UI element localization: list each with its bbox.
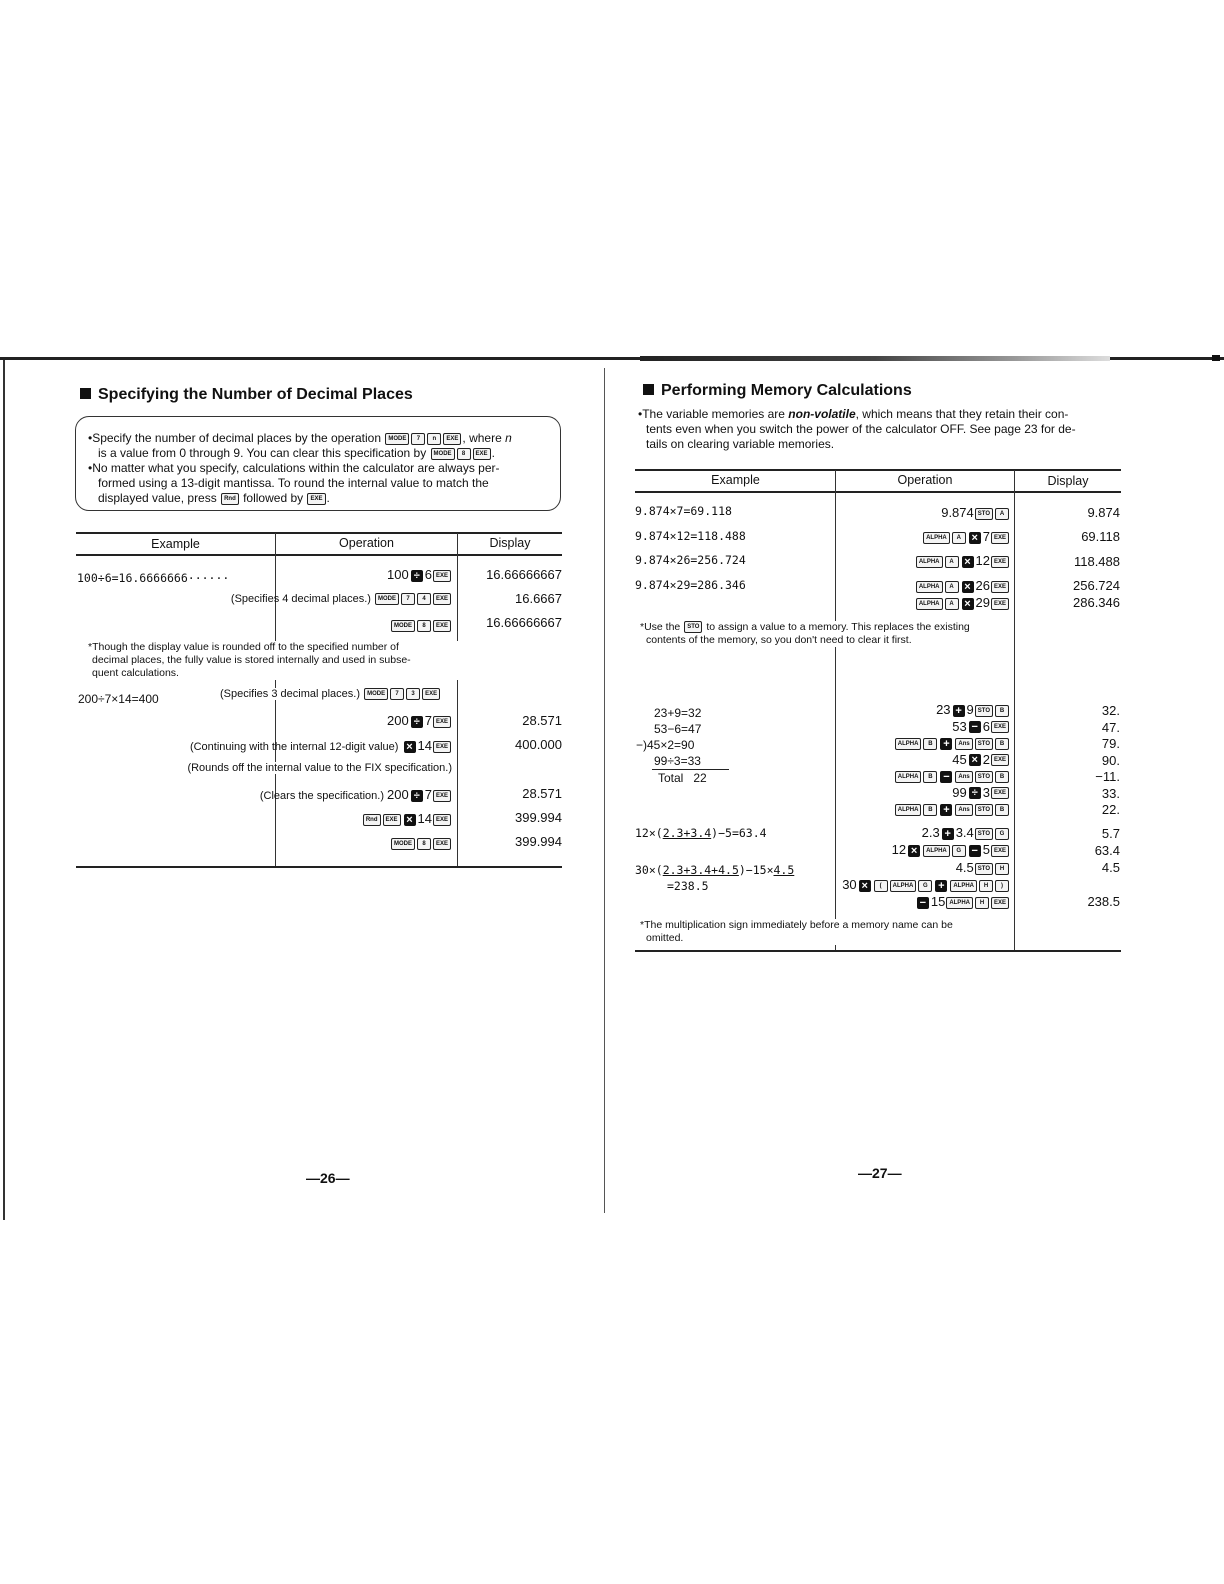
sum-display-value: 33.: [1101, 785, 1120, 801]
mode-key-icon: MODE: [375, 593, 399, 605]
left-header-display: Display: [489, 536, 531, 550]
sto-key-icon: STO: [975, 863, 993, 875]
sto-key-icon: STO: [975, 771, 993, 783]
key-b-icon: B: [995, 705, 1009, 717]
exe-key-icon: EXE: [433, 620, 451, 632]
divide-key-icon: ÷: [411, 716, 423, 728]
alpha-key-icon: ALPHA: [895, 804, 922, 816]
multiply-key-icon: ×: [404, 814, 416, 826]
plus-key-icon: +: [935, 880, 947, 892]
right-example-sum: [636, 705, 772, 786]
note-line-2: is a value from 0 through 9. You can clear this specification by MODE 8 EXE .: [98, 446, 495, 460]
key-a-icon: A: [995, 508, 1009, 520]
key-a-icon: A: [945, 581, 959, 593]
alpha-key-icon: ALPHA: [946, 897, 973, 909]
key-g-icon: G: [918, 880, 932, 892]
left-op-7: (Clears the specification.) 200 ÷ 7 EXE: [200, 787, 452, 802]
exe-key-icon: EXE: [443, 433, 461, 445]
exe-key-icon: EXE: [433, 814, 451, 826]
right-table-header-rule: [635, 491, 1121, 493]
key-4-icon: 4: [417, 593, 431, 605]
key-3-icon: 3: [406, 688, 420, 700]
right-op-3: ALPHA A × 12 EXE: [840, 553, 1010, 568]
plus-key-icon: +: [940, 738, 952, 750]
right-display-3: 118.488: [1073, 554, 1120, 569]
alpha-key-icon: ALPHA: [916, 581, 943, 593]
right-op-1: 9.874 STO A: [840, 505, 1010, 520]
key-b-icon: B: [995, 804, 1009, 816]
left-section-heading: [80, 386, 413, 404]
left-rounds-note: (Rounds off the internal value to the FIX specification.): [150, 762, 452, 774]
exe-key-icon: EXE: [991, 721, 1009, 733]
exe-key-icon: EXE: [433, 838, 451, 850]
minus-key-icon: −: [969, 721, 981, 733]
left-display-7: 399.994: [515, 810, 562, 825]
exe-key-icon: EXE: [307, 493, 325, 505]
note-line-3: •No matter what you specify, calculations within the calculator are always per-: [88, 461, 500, 475]
exe-key-icon: EXE: [422, 688, 440, 700]
right-use-note: *Use the STO to assign a value to a memory. This replaces the existing contents of the memory, so you don't need to clear it first.: [640, 621, 1010, 647]
right-page-edge: [1212, 355, 1220, 361]
rnd-key-icon: Rnd: [363, 814, 381, 826]
top-rule-right: [640, 356, 1110, 361]
ans-key-icon: Ans: [955, 738, 972, 750]
divide-key-icon: ÷: [969, 787, 981, 799]
left-table-header-rule: [76, 554, 562, 556]
exe-key-icon: EXE: [991, 556, 1009, 568]
right-display-12x: 5.7 63.4: [1094, 826, 1120, 858]
note-line-1: •Specify the number of decimal places by the operation MODE 7 n EXE , where n: [88, 431, 512, 445]
multiply-key-icon: ×: [962, 556, 974, 568]
right-ops-12x: 2.3 + 3.4 STO G 12 × ALPHA G − 5 EXE: [840, 824, 1010, 858]
exe-key-icon: EXE: [991, 845, 1009, 857]
exe-key-icon: EXE: [991, 581, 1009, 593]
exe-key-icon: EXE: [991, 754, 1009, 766]
exe-key-icon: EXE: [433, 593, 451, 605]
exe-key-icon: EXE: [991, 532, 1009, 544]
exe-key-icon: EXE: [383, 814, 401, 826]
sum-line: 99÷3=33: [652, 753, 729, 770]
divide-key-icon: ÷: [411, 570, 423, 582]
left-header-operation: Operation: [339, 536, 394, 550]
left-display-8: 399.994: [515, 834, 562, 849]
divide-key-icon: ÷: [411, 790, 423, 802]
key-b-icon: B: [995, 738, 1009, 750]
key-8-icon: 8: [457, 448, 471, 460]
sum-display-value: −11.: [1095, 769, 1120, 784]
left-display-5: 400.000: [515, 737, 562, 752]
right-col-divider-1: [835, 470, 836, 950]
right-table-bottom-rule: [635, 950, 1121, 952]
alpha-key-icon: ALPHA: [923, 532, 950, 544]
left-display-3: 16.66666667: [486, 615, 562, 630]
sum-display-value: 32.: [1101, 703, 1120, 718]
right-ops-sum: 23 + 9 STO B 53 − 6 EXE ALPHA B + Ans STO B 45 × 2 EXE ALPHA B − Ans STO B 99 ÷ 3 EXE ALPHA B + Ans STO B: [840, 702, 1010, 818]
right-example-30x: 30×(2.3+3.4+4.5)−15×4.5 =238.5: [635, 863, 795, 893]
minus-key-icon: −: [917, 897, 929, 909]
right-op-4: ALPHA A × 26 EXE: [840, 578, 1010, 593]
sto-key-icon: STO: [975, 508, 993, 520]
right-title: Performing Memory Calculations: [661, 382, 912, 399]
left-display-1: 16.66666667: [486, 567, 562, 582]
right-header-display: Display: [1047, 474, 1089, 488]
center-fold: [604, 368, 605, 1213]
left-title: Specifying the Number of Decimal Places: [98, 386, 413, 403]
right-example-3: 9.874×26=256.724: [635, 553, 746, 567]
mode-key-icon: MODE: [391, 620, 415, 632]
key-b-icon: B: [923, 804, 937, 816]
left-op-1: 100 ÷ 6 EXE: [280, 567, 452, 582]
right-example-1: 9.874×7=69.118: [635, 504, 732, 518]
square-bullet-icon: [643, 384, 654, 395]
open-paren-key-icon: (: [874, 880, 888, 892]
right-op-2: ALPHA A × 7 EXE: [840, 529, 1010, 544]
sum-display-value: 90.: [1101, 752, 1120, 768]
alpha-key-icon: ALPHA: [950, 880, 977, 892]
alpha-key-icon: ALPHA: [895, 738, 922, 750]
left-op-5: 200 ÷ 7 EXE: [280, 713, 452, 728]
left-example-2: 200÷7×14=400: [78, 692, 159, 706]
right-display-4: 256.724: [1073, 578, 1120, 593]
exe-key-icon: EXE: [991, 787, 1009, 799]
left-op-6: (Continuing with the internal 12-digit value) × 14 EXE: [150, 738, 452, 753]
multiply-key-icon: ×: [404, 741, 416, 753]
key-h-icon: H: [995, 863, 1009, 875]
sto-key-icon: STO: [975, 828, 993, 840]
key-8-icon: 8: [417, 620, 431, 632]
right-header-example: Example: [711, 473, 760, 487]
left-op-4: (Specifies 3 decimal places.) MODE 7 3 EXE: [220, 688, 456, 700]
key-h-icon: H: [975, 897, 989, 909]
plus-key-icon: +: [953, 705, 965, 717]
left-page-edge: [3, 360, 5, 1220]
left-though-note: *Though the display value is rounded off to the specified number of decimal places, the fully value is stored internally and used in subse- quent calculations.: [88, 641, 458, 680]
right-display-5: 286.346: [1073, 595, 1120, 610]
sum-display-value: 47.: [1101, 719, 1120, 735]
multiply-key-icon: ×: [908, 845, 920, 857]
right-display-30x-2: 238.5: [1087, 894, 1120, 909]
left-table-bottom-rule: [76, 866, 562, 868]
right-display-30x-1: 4.5: [1101, 860, 1120, 875]
mode-key-icon: MODE: [364, 688, 388, 700]
key-h-icon: H: [979, 880, 993, 892]
exe-key-icon: EXE: [473, 448, 491, 460]
note-line-4: formed using a 13-digit mantissa. To round the internal value to match the: [98, 476, 489, 490]
sum-display-value: 79.: [1101, 736, 1120, 751]
minus-key-icon: −: [969, 845, 981, 857]
exe-key-icon: EXE: [433, 790, 451, 802]
right-example-2: 9.874×12=118.488: [635, 529, 746, 543]
right-display-1: 9.874: [1087, 505, 1120, 520]
sto-key-icon: STO: [684, 621, 702, 633]
left-display-4: 28.571: [522, 713, 562, 728]
sto-key-icon: STO: [975, 738, 993, 750]
right-example-4: 9.874×29=286.346: [635, 578, 746, 592]
exe-key-icon: EXE: [433, 716, 451, 728]
right-mult-note: *The multiplication sign immediately before a memory name can be omitted.: [640, 919, 1012, 945]
ans-key-icon: Ans: [955, 771, 972, 783]
close-paren-key-icon: ): [995, 880, 1009, 892]
mode-key-icon: MODE: [431, 448, 455, 460]
multiply-key-icon: ×: [969, 532, 981, 544]
left-example-1: 100÷6=16.6666666······: [77, 571, 230, 585]
plus-key-icon: +: [942, 828, 954, 840]
right-section-heading: [643, 382, 912, 400]
multiply-key-icon: ×: [859, 880, 871, 892]
sum-total: Total 22: [658, 771, 707, 785]
left-display-2: 16.6667: [515, 591, 562, 606]
key-8-icon: 8: [417, 838, 431, 850]
key-a-icon: A: [945, 556, 959, 568]
sum-line: −)45×2=90: [636, 738, 695, 752]
right-ops-30x: 4.5 STO H 30 × ( ALPHA G + ALPHA H ) − 15 ALPHA H EXE: [840, 859, 1010, 910]
left-op-8: Rnd EXE × 14 EXE: [280, 811, 452, 826]
right-table-top-rule: [635, 469, 1121, 471]
sto-key-icon: STO: [975, 705, 993, 717]
right-header-operation: Operation: [897, 473, 953, 487]
sum-display-value: 22.: [1101, 802, 1120, 817]
key-b-icon: B: [923, 738, 937, 750]
right-display-2: 69.118: [1081, 529, 1120, 544]
sto-key-icon: STO: [975, 804, 993, 816]
square-bullet-icon: [80, 388, 91, 399]
minus-key-icon: −: [940, 771, 952, 783]
key-a-icon: A: [945, 598, 959, 610]
multiply-key-icon: ×: [969, 754, 981, 766]
key-g-icon: G: [952, 845, 966, 857]
key-b-icon: B: [995, 771, 1009, 783]
rnd-key-icon: Rnd: [221, 493, 239, 505]
left-header-example: Example: [151, 537, 200, 551]
plus-key-icon: +: [940, 804, 952, 816]
key-a-icon: A: [952, 532, 966, 544]
left-op-9: [280, 835, 452, 853]
alpha-key-icon: ALPHA: [916, 556, 943, 568]
alpha-key-icon: ALPHA: [890, 880, 917, 892]
left-op-3: [280, 617, 452, 635]
multiply-key-icon: ×: [962, 598, 974, 610]
sum-line: 23+9=32: [654, 706, 702, 720]
note-line-5: displayed value, press Rnd followed by EXE .: [98, 491, 330, 505]
key-n-icon: n: [427, 433, 441, 445]
mode-key-icon: MODE: [385, 433, 409, 445]
sum-line: 53−6=47: [654, 722, 702, 736]
ans-key-icon: Ans: [955, 804, 972, 816]
left-op-2: (Specifies 4 decimal places.) MODE 7 4 EXE: [150, 593, 452, 605]
left-table-top-rule: [76, 532, 562, 534]
right-display-sum: [1015, 703, 1120, 819]
alpha-key-icon: ALPHA: [895, 771, 922, 783]
key-7-icon: 7: [401, 593, 415, 605]
multiply-key-icon: ×: [962, 581, 974, 593]
right-intro: •The variable memories are non-volatile, which means that they retain their con- tents even when you switch the power of the calculator OFF. See page 23 for de- tails on clearing variable memories.: [638, 407, 1076, 451]
alpha-key-icon: ALPHA: [916, 598, 943, 610]
mode-key-icon: MODE: [391, 838, 415, 850]
exe-key-icon: EXE: [433, 741, 451, 753]
exe-key-icon: EXE: [433, 570, 451, 582]
right-op-5: ALPHA A × 29 EXE: [840, 595, 1010, 610]
right-page-number: —27—: [858, 1165, 902, 1181]
right-example-12x: 12×(2.3+3.4)−5=63.4: [635, 826, 767, 840]
left-display-6: 28.571: [522, 786, 562, 801]
exe-key-icon: EXE: [991, 897, 1009, 909]
alpha-key-icon: ALPHA: [923, 845, 950, 857]
key-7-icon: 7: [390, 688, 404, 700]
decimal-note-box: [75, 416, 561, 511]
exe-key-icon: EXE: [991, 598, 1009, 610]
key-g-icon: G: [995, 828, 1009, 840]
key-7-icon: 7: [411, 433, 425, 445]
key-b-icon: B: [923, 771, 937, 783]
left-page-number: —26—: [306, 1170, 350, 1186]
